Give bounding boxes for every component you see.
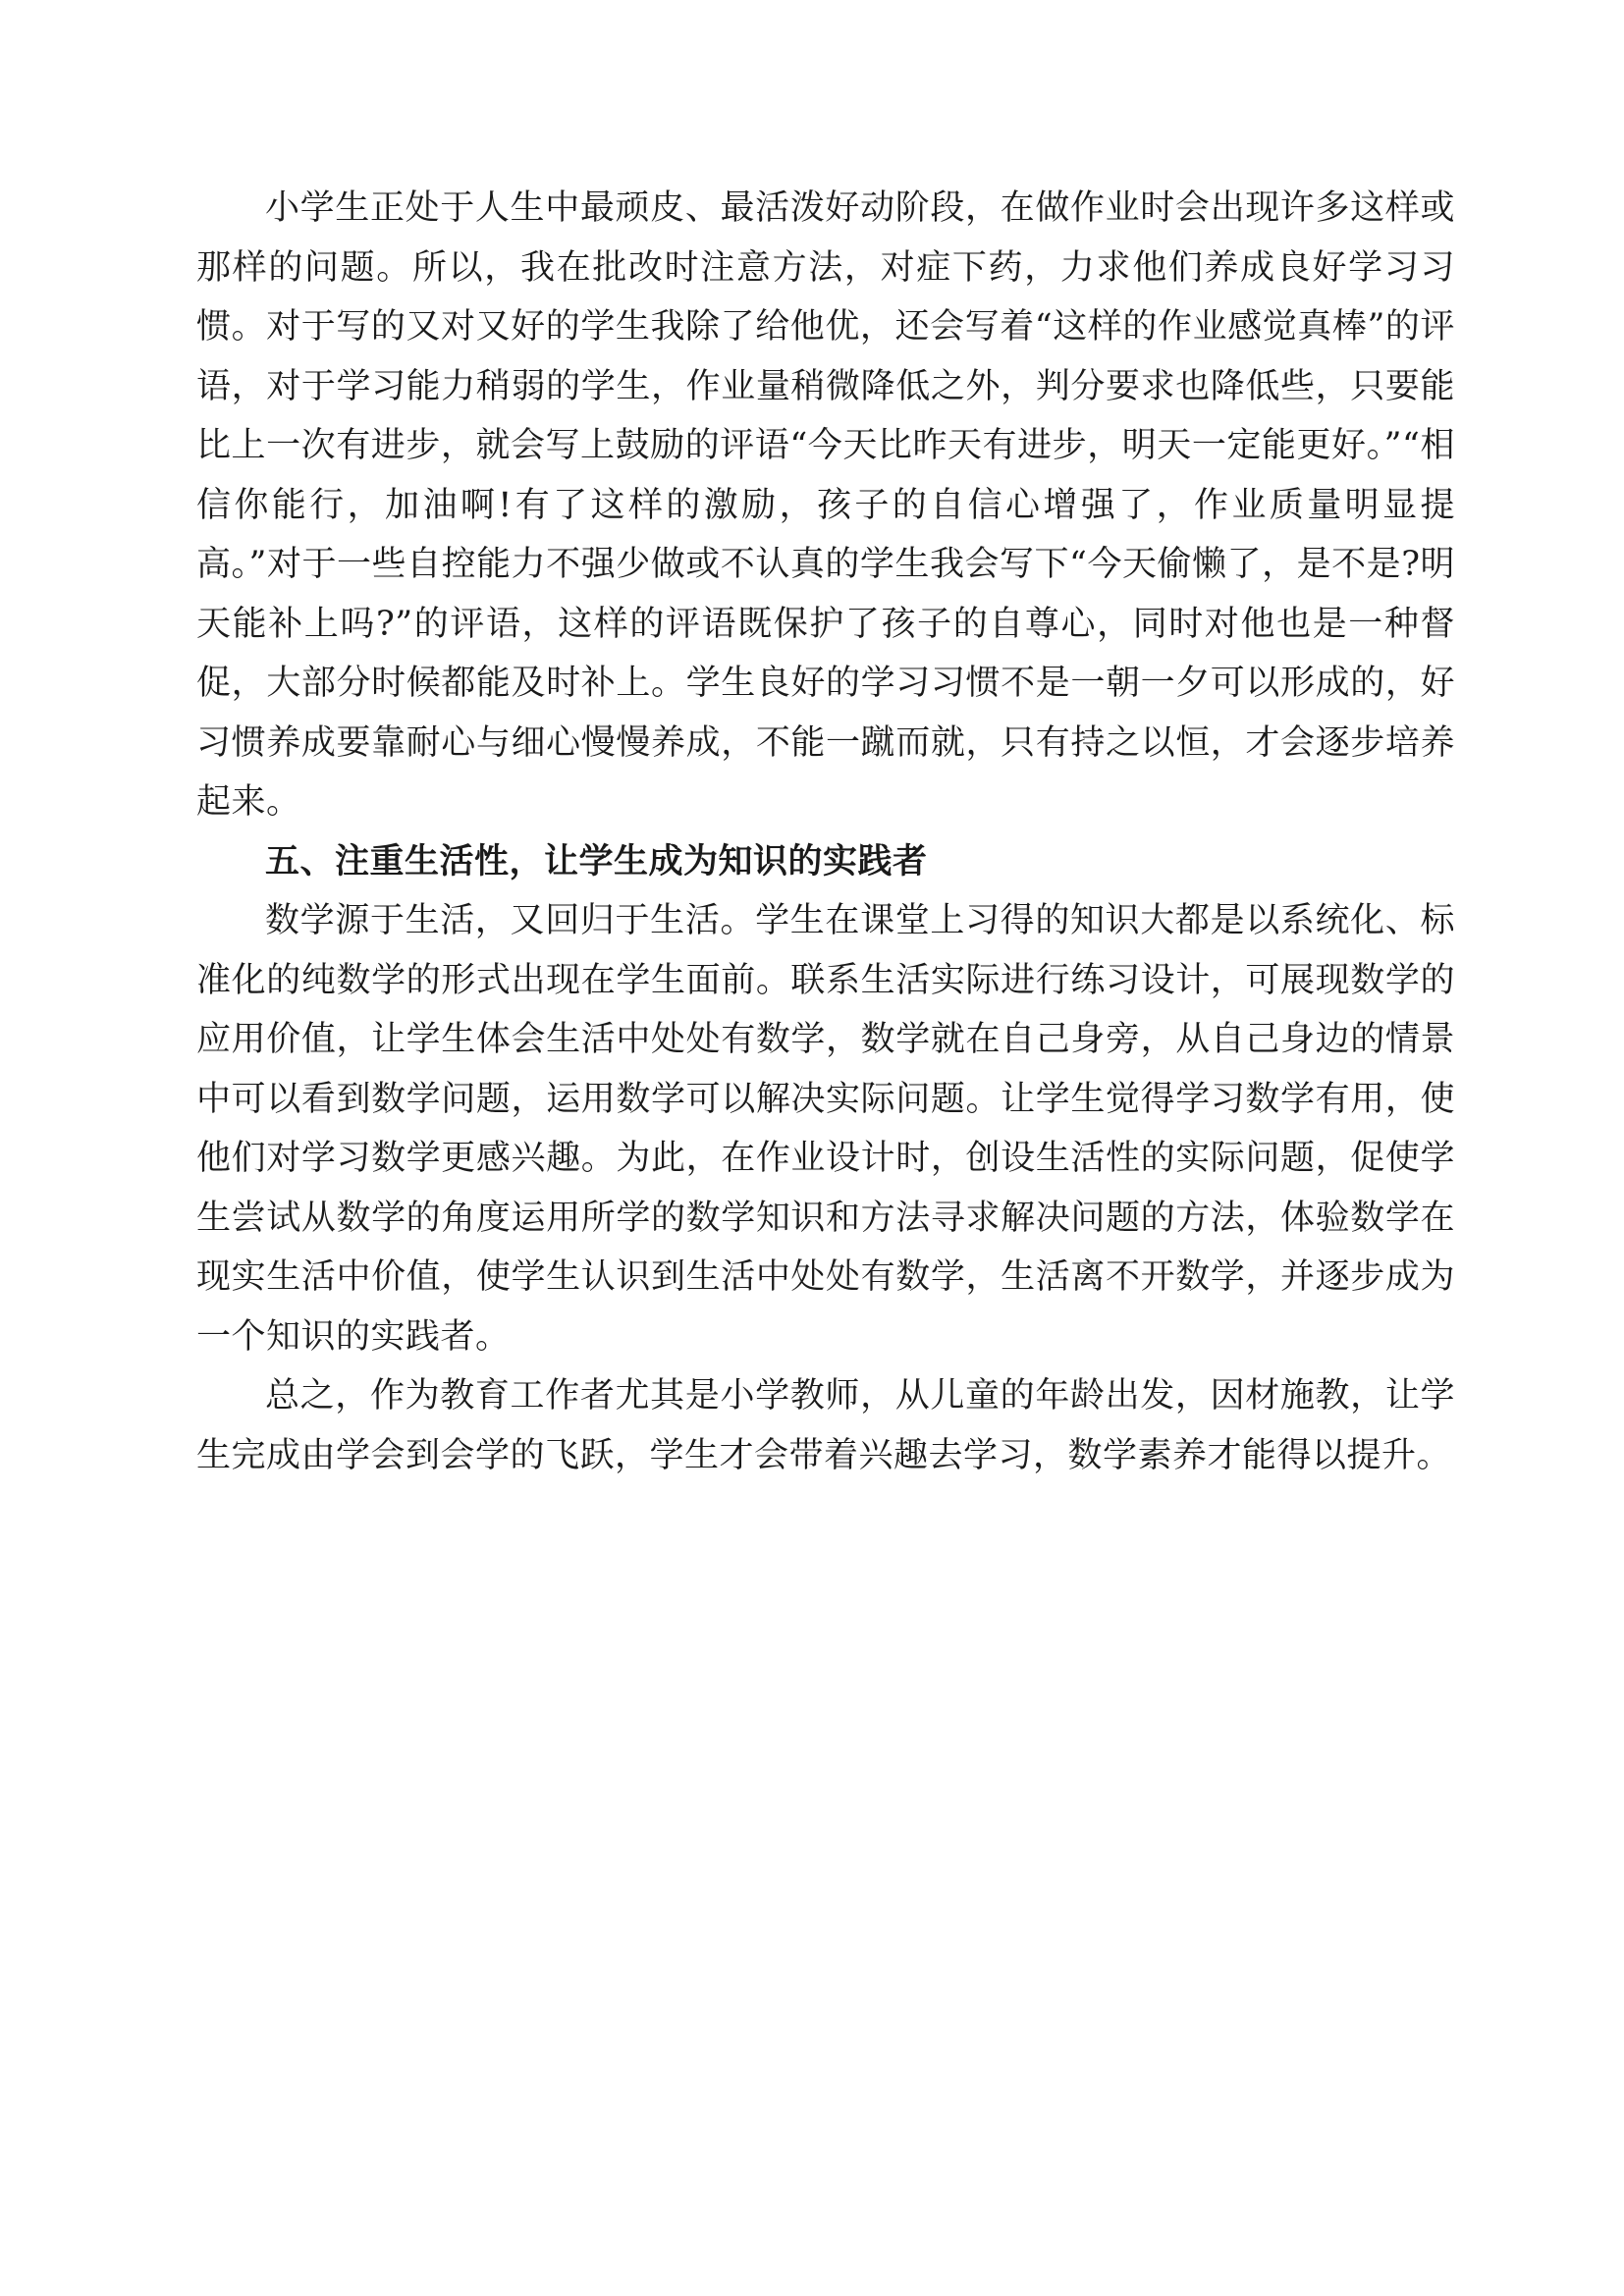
document-page [196,179,1455,1485]
body-paragraph: 数学源于生活，又回归于生活。学生在课堂上习得的知识大都是以系统化、标准化的纯数学的形式出现在学生面前。联系生活实际进行练习设计，可展现数学的应用价值，让学生体会生活中处处有数学，数学就在自己身旁，从自己身边的情景中可以看到数学问题，运用数学可以解决实际问题。让学生觉得学习数学有用，使他们对学习数学更感兴趣。为此，在作业设计时，创设生活性的实际问题，促使学生尝试从数学的角度运用所学的数学知识和方法寻求解决问题的方法，体验数学在现实生活中价值，使学生认识到生活中处处有数学，生活离不开数学，并逐步成为一个知识的实践者。 [196,901,1455,1357]
body-paragraph: 小学生正处于人生中最顽皮、最活泼好动阶段，在做作业时会出现许多这样或那样的问题。所以，我在批改时注意方法，对症下药，力求他们养成良好学习习惯。对于写的又对又好的学生我除了给他优，还会写着“这样的作业感觉真棒”的评语，对于学习能力稍弱的学生，作业量稍微降低之外，判分要求也降低些，只要能比上一次有进步，就会写上鼓励的评语“今天比昨天有进步，明天一定能更好。”“相信你能行，加油啊!有了这样的激励，孩子的自信心增强了，作业质量明显提高。”对于一些自控能力不强少做或不认真的学生我会写下“今天偷懒了，是不是?明天能补上吗?”的评语，这样的评语既保护了孩子的自尊心，同时对他也是一种督促，大部分时候都能及时补上。学生良好的学习习惯不是一朝一夕可以形成的，好习惯养成要靠耐心与细心慢慢养成，不能一蹴而就，只有持之以恒，才会逐步培养起来。 [196,188,1455,822]
section-heading: 五、注重生活性，让学生成为知识的实践者 [265,841,928,881]
body-paragraph: 总之，作为教育工作者尤其是小学教师，从儿童的年龄出发，因材施教，让学生完成由学会到会学的飞跃，学生才会带着兴趣去学习，数学素养才能得以提升。 [196,1376,1455,1475]
